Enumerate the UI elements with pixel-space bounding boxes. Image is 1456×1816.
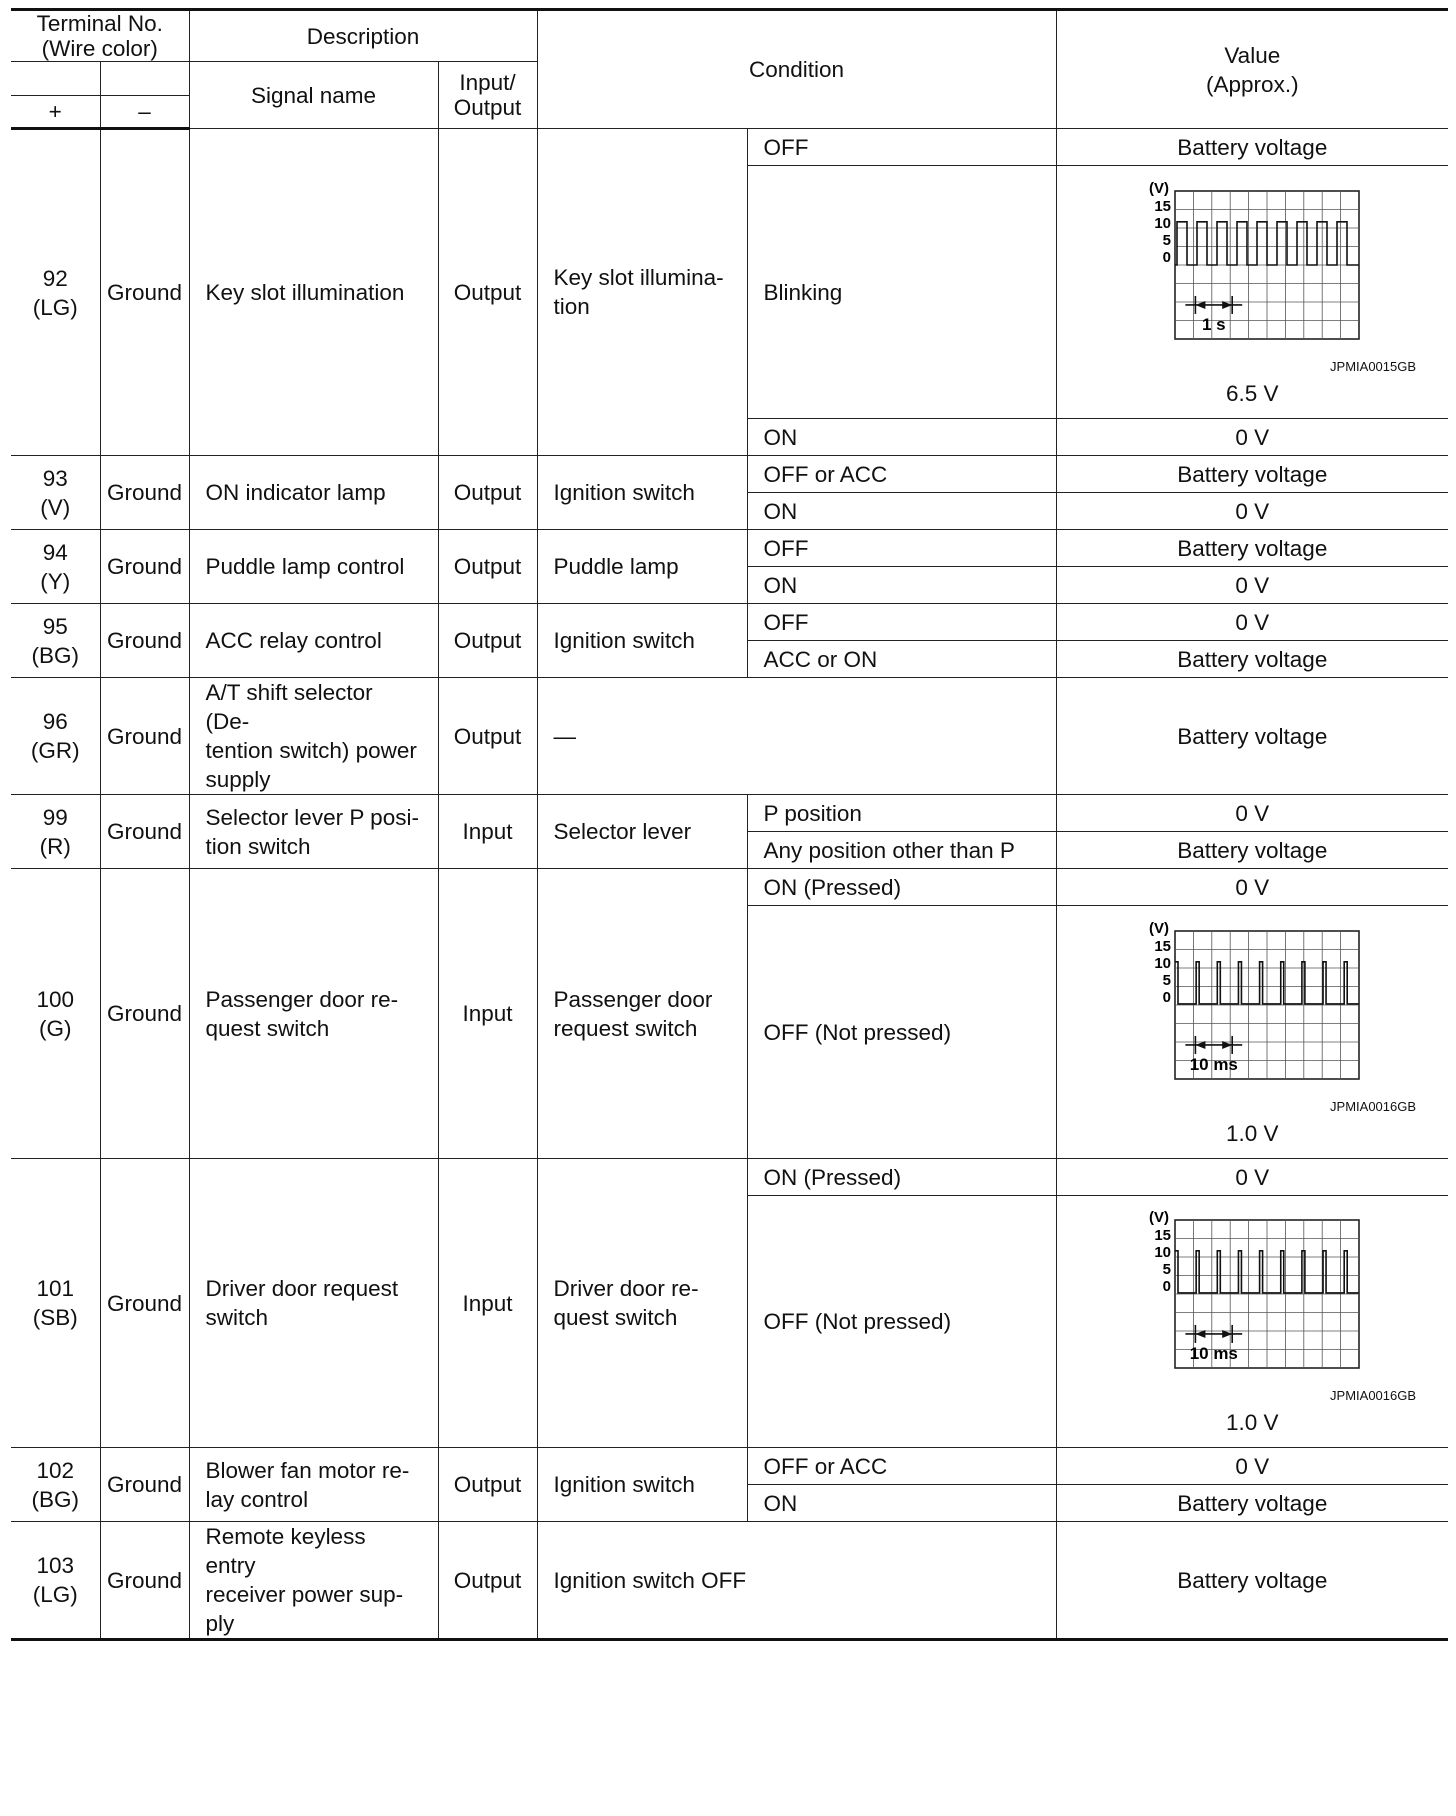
value-cell: Battery voltage: [1056, 832, 1448, 869]
condition-cell: Ignition switch: [537, 604, 747, 678]
signal-name-cell: Driver door request switch: [189, 1159, 438, 1448]
value-text: 6.5 V: [1226, 380, 1279, 406]
ground-cell: Ground: [100, 869, 189, 1159]
ground-cell: Ground: [100, 1159, 189, 1448]
waveform-y-tick: 0: [1162, 1278, 1172, 1295]
value-cell: Battery voltage: [1056, 129, 1448, 166]
condition-cell: Puddle lamp: [537, 530, 747, 604]
sub-condition-cell: Blinking: [747, 166, 1056, 419]
waveform-y-tick: 0: [1162, 988, 1172, 1006]
io-cell: Output: [438, 1522, 537, 1640]
terminal-table: [11, 8, 1448, 1641]
table-row: [11, 456, 1448, 493]
signal-name-cell: Blower fan motor re- lay control: [189, 1448, 438, 1522]
value-text: 1.0 V: [1226, 1410, 1279, 1435]
ground-cell: Ground: [100, 1448, 189, 1522]
waveform-y-tick: 10: [1154, 954, 1172, 972]
header-signal-name: Signal name: [189, 62, 438, 129]
sub-condition-cell: ACC or ON: [747, 641, 1056, 678]
value-cell: 0 V: [1056, 869, 1448, 906]
value-cell: 0 V: [1056, 419, 1448, 456]
terminal-cell: 95 (BG): [11, 604, 100, 678]
figure-code: JPMIA0016GB: [1330, 1098, 1417, 1114]
signal-name-cell: Passenger door re- quest switch: [189, 869, 438, 1159]
io-cell: Input: [438, 795, 537, 869]
waveform-figure: [1137, 1208, 1367, 1384]
sub-condition-cell: ON: [747, 493, 1056, 530]
waveform-y-tick: 15: [1154, 1227, 1172, 1244]
value-cell: Battery voltage: [1056, 1485, 1448, 1522]
timescale-label: 1 s: [1202, 314, 1226, 334]
signal-name-cell: ON indicator lamp: [189, 456, 438, 530]
io-cell: Output: [438, 604, 537, 678]
table-row: [11, 530, 1448, 567]
ground-cell: Ground: [100, 678, 189, 795]
value-cell: [1056, 906, 1448, 1159]
terminal-cell: 93 (V): [11, 456, 100, 530]
header-value: [1056, 10, 1448, 129]
io-cell: Output: [438, 129, 537, 456]
timescale-label: 10 ms: [1189, 1343, 1239, 1363]
terminal-cell: 94 (Y): [11, 530, 100, 604]
terminal-cell: 103 (LG): [11, 1522, 100, 1640]
sub-condition-cell: ON: [747, 419, 1056, 456]
value-cell: [1056, 1196, 1448, 1448]
ground-cell: Ground: [100, 129, 189, 456]
ground-cell: Ground: [100, 456, 189, 530]
io-cell: Output: [438, 678, 537, 795]
condition-cell: Ignition switch: [537, 1448, 747, 1522]
condition-cell: —: [537, 678, 1056, 795]
waveform-y-unit: (V): [1149, 919, 1170, 937]
header-plus: +: [11, 96, 100, 129]
signal-name-cell: Key slot illumination: [189, 129, 438, 456]
table-row: [11, 1522, 1448, 1640]
sub-condition-cell: OFF (Not pressed): [747, 1196, 1056, 1448]
value-cell: 0 V: [1056, 567, 1448, 604]
ground-cell: Ground: [100, 1522, 189, 1640]
io-cell: Output: [438, 1448, 537, 1522]
sub-condition-cell: OFF: [747, 604, 1056, 641]
waveform-y-tick: 10: [1154, 214, 1172, 232]
header-input-output: [438, 62, 537, 129]
ground-cell: Ground: [100, 795, 189, 869]
condition-cell: Ignition switch: [537, 456, 747, 530]
sub-condition-cell: ON (Pressed): [747, 1159, 1056, 1196]
waveform-y-tick: 5: [1162, 231, 1172, 249]
sub-condition-cell: ON: [747, 567, 1056, 604]
table-row: [11, 1448, 1448, 1485]
sub-condition-cell: OFF: [747, 129, 1056, 166]
header-terminal-spacer-plus: [11, 62, 100, 96]
header-terminal-spacer-minus: [100, 62, 189, 96]
table-row: [11, 604, 1448, 641]
waveform-y-tick: 10: [1154, 1244, 1172, 1261]
signal-name-cell: Selector lever P posi- tion switch: [189, 795, 438, 869]
condition-cell: Selector lever: [537, 795, 747, 869]
condition-cell: Ignition switch OFF: [537, 1522, 1056, 1640]
header-terminal: [11, 10, 189, 62]
value-cell: 0 V: [1056, 1159, 1448, 1196]
value-cell: 0 V: [1056, 795, 1448, 832]
sub-condition-cell: Any position other than P: [747, 832, 1056, 869]
waveform-y-unit: (V): [1149, 179, 1170, 197]
header-terminal-text: Terminal No. (Wire color): [36, 11, 163, 61]
table-row: [11, 869, 1448, 906]
value-cell: Battery voltage: [1056, 530, 1448, 567]
waveform-figure: [1137, 919, 1367, 1095]
waveform-y-tick: 0: [1162, 248, 1172, 266]
signal-name-cell: A/T shift selector (De- tention switch) power supply: [189, 678, 438, 795]
table-row: [11, 129, 1448, 166]
timescale-label: 10 ms: [1189, 1054, 1239, 1074]
terminal-cell: 96 (GR): [11, 678, 100, 795]
sub-condition-cell: OFF (Not pressed): [747, 906, 1056, 1159]
figure-code: JPMIA0015GB: [1330, 358, 1417, 374]
table-row: [11, 678, 1448, 795]
sub-condition-cell: P position: [747, 795, 1056, 832]
value-cell: 0 V: [1056, 1448, 1448, 1485]
value-cell: 0 V: [1056, 493, 1448, 530]
waveform-y-unit: (V): [1149, 1209, 1170, 1226]
value-cell: Battery voltage: [1056, 678, 1448, 795]
header-description: Description: [189, 10, 537, 62]
terminal-cell: 102 (BG): [11, 1448, 100, 1522]
terminal-cell: 101 (SB): [11, 1159, 100, 1448]
value-cell: Battery voltage: [1056, 641, 1448, 678]
sub-condition-cell: OFF: [747, 530, 1056, 567]
value-cell: Battery voltage: [1056, 1522, 1448, 1640]
waveform-y-tick: 5: [1162, 1261, 1172, 1278]
table-row: [11, 795, 1448, 832]
signal-name-cell: ACC relay control: [189, 604, 438, 678]
waveform-figure: [1137, 179, 1367, 355]
value-cell: 0 V: [1056, 604, 1448, 641]
sub-condition-cell: ON: [747, 1485, 1056, 1522]
value-cell: Battery voltage: [1056, 456, 1448, 493]
header-value-text: Value (Approx.): [1206, 42, 1299, 97]
header-condition: Condition: [537, 10, 1056, 129]
value-text: 1.0 V: [1226, 1120, 1279, 1146]
figure-code: JPMIA0016GB: [1330, 1388, 1417, 1403]
sub-condition-cell: ON (Pressed): [747, 869, 1056, 906]
terminal-cell: 100 (G): [11, 869, 100, 1159]
header-input-output-text: Input/ Output: [453, 70, 522, 120]
value-cell: [1056, 166, 1448, 419]
header-minus: –: [100, 96, 189, 129]
terminal-cell: 92 (LG): [11, 129, 100, 456]
waveform-y-tick: 5: [1162, 971, 1172, 989]
io-cell: Output: [438, 530, 537, 604]
signal-name-cell: Remote keyless entry receiver power sup- ply: [189, 1522, 438, 1640]
condition-cell: Key slot illumina- tion: [537, 129, 747, 456]
ground-cell: Ground: [100, 530, 189, 604]
io-cell: Input: [438, 869, 537, 1159]
sub-condition-cell: OFF or ACC: [747, 1448, 1056, 1485]
waveform-y-tick: 15: [1154, 197, 1172, 215]
condition-cell: Driver door re- quest switch: [537, 1159, 747, 1448]
terminal-cell: 99 (R): [11, 795, 100, 869]
waveform-y-tick: 15: [1154, 937, 1172, 955]
io-cell: Output: [438, 456, 537, 530]
signal-name-cell: Puddle lamp control: [189, 530, 438, 604]
table-row: [11, 1159, 1448, 1196]
sub-condition-cell: OFF or ACC: [747, 456, 1056, 493]
condition-cell: Passenger door request switch: [537, 869, 747, 1159]
io-cell: Input: [438, 1159, 537, 1448]
table-body: [11, 129, 1448, 1640]
ground-cell: Ground: [100, 604, 189, 678]
